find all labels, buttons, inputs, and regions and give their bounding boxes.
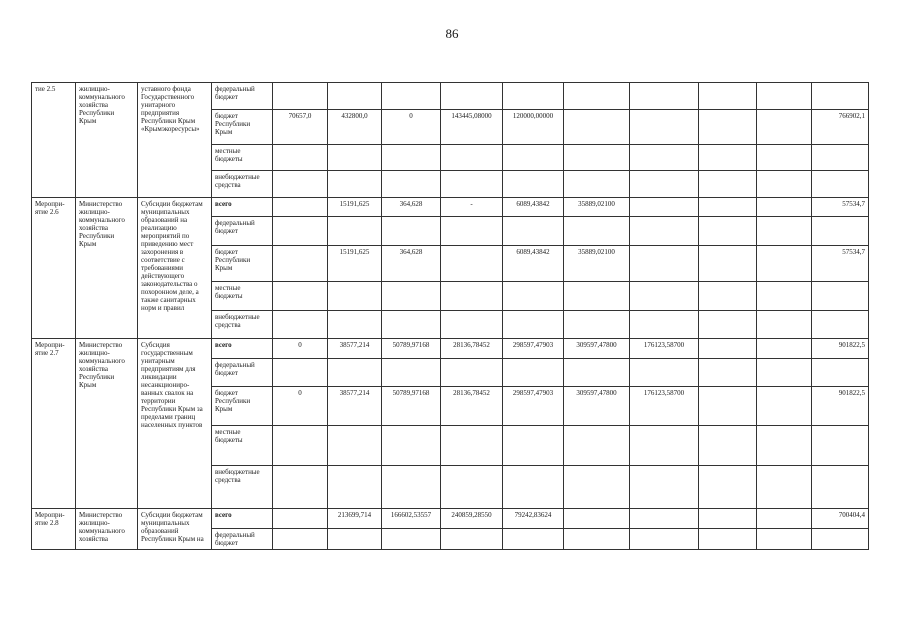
amount-cell (757, 339, 812, 359)
amount-cell: 50789,97168 (382, 387, 441, 426)
amount-cell (630, 426, 699, 466)
measure-number-cell: тие 2.5 (32, 83, 76, 198)
amount-cell (757, 387, 812, 426)
table-row (32, 509, 869, 529)
amount-cell (630, 145, 699, 171)
amount-cell (757, 311, 812, 339)
total-cell (812, 217, 869, 246)
amount-cell (273, 246, 328, 282)
funding-source-label: местные бюджеты (212, 426, 273, 466)
funding-source-label: бюджет Республики Крым (212, 387, 273, 426)
funding-source-label: бюджет Республики Крым (212, 246, 273, 282)
amount-cell (382, 426, 441, 466)
amount-cell (328, 466, 382, 509)
amount-cell: 240859,28550 (441, 509, 503, 529)
amount-cell (564, 83, 630, 110)
amount-cell (630, 246, 699, 282)
amount-cell (630, 466, 699, 509)
amount-cell (699, 217, 757, 246)
amount-cell: 38577,214 (328, 387, 382, 426)
amount-cell (757, 466, 812, 509)
amount-cell: 364,628 (382, 246, 441, 282)
executor-cell: Министерство жилищно- коммунального хозяйства Республики Крым (76, 339, 138, 509)
amount-cell (382, 83, 441, 110)
amount-cell (564, 171, 630, 198)
amount-cell (699, 83, 757, 110)
amount-cell (382, 311, 441, 339)
amount-cell (699, 359, 757, 387)
measure-number-cell: Меропри- ятие 2.8 (32, 509, 76, 550)
amount-cell (564, 529, 630, 550)
total-cell (812, 359, 869, 387)
amount-cell (382, 359, 441, 387)
amount-cell (757, 246, 812, 282)
amount-cell (441, 466, 503, 509)
funding-source-label: федеральный бюджет (212, 359, 273, 387)
amount-cell (699, 282, 757, 311)
amount-cell (757, 83, 812, 110)
amount-cell (273, 529, 328, 550)
amount-cell: 50789,97168 (382, 339, 441, 359)
amount-cell: 15191,625 (328, 246, 382, 282)
total-cell: 57534,7 (812, 198, 869, 217)
amount-cell (503, 83, 564, 110)
amount-cell (382, 217, 441, 246)
amount-cell (699, 110, 757, 145)
amount-cell: 35889,02100 (564, 246, 630, 282)
amount-cell (630, 509, 699, 529)
amount-cell (757, 171, 812, 198)
page-number: 86 (445, 26, 459, 41)
total-cell: 901822,5 (812, 339, 869, 359)
amount-cell (273, 217, 328, 246)
amount-cell: 298597,47903 (503, 387, 564, 426)
amount-cell (699, 339, 757, 359)
table-row (32, 339, 869, 359)
amount-cell (441, 282, 503, 311)
amount-cell (503, 466, 564, 509)
amount-cell: 120000,00000 (503, 110, 564, 145)
amount-cell (273, 145, 328, 171)
executor-cell: Министерство жилищно- коммунального хозяйства Республики Крым (76, 198, 138, 339)
amount-cell (699, 466, 757, 509)
amount-cell (630, 110, 699, 145)
total-cell (812, 311, 869, 339)
amount-cell (503, 359, 564, 387)
executor-cell: Министерство жилищно- коммунального хозяйства (76, 509, 138, 550)
amount-cell (564, 311, 630, 339)
amount-cell: 166602,53557 (382, 509, 441, 529)
amount-cell (503, 426, 564, 466)
amount-cell (564, 110, 630, 145)
amount-cell: 432800,0 (328, 110, 382, 145)
amount-cell (699, 246, 757, 282)
total-cell: 700404,4 (812, 509, 869, 529)
funding-source-label: всего (212, 198, 273, 217)
amount-cell (757, 426, 812, 466)
amount-cell (328, 83, 382, 110)
amount-cell (699, 529, 757, 550)
funding-source-label: местные бюджеты (212, 145, 273, 171)
amount-cell (757, 198, 812, 217)
amount-cell (503, 171, 564, 198)
amount-cell (328, 529, 382, 550)
amount-cell (441, 217, 503, 246)
amount-cell (630, 529, 699, 550)
description-cell: уставного фонда Государственного унитарного предприятия Республики Крым «Крымэкоресурсы» (138, 83, 212, 198)
amount-cell: 79242,83624 (503, 509, 564, 529)
measure-number-cell: Меропри- ятие 2.7 (32, 339, 76, 509)
amount-cell (564, 282, 630, 311)
total-cell (812, 426, 869, 466)
amount-cell (757, 217, 812, 246)
amount-cell (757, 282, 812, 311)
amount-cell (441, 83, 503, 110)
amount-cell: - (441, 198, 503, 217)
funding-source-label: местные бюджеты (212, 282, 273, 311)
amount-cell (757, 145, 812, 171)
funding-table (31, 82, 869, 550)
total-cell: 901822,5 (812, 387, 869, 426)
funding-source-label: всего (212, 509, 273, 529)
amount-cell (441, 311, 503, 339)
amount-cell (441, 529, 503, 550)
amount-cell (382, 171, 441, 198)
amount-cell: 28136,78452 (441, 339, 503, 359)
amount-cell (273, 171, 328, 198)
amount-cell: 70657,0 (273, 110, 328, 145)
amount-cell (564, 145, 630, 171)
amount-cell (503, 311, 564, 339)
amount-cell (273, 359, 328, 387)
amount-cell: 0 (382, 110, 441, 145)
description-cell: Субсидии бюджетам муниципальных образований Республики Крым на (138, 509, 212, 550)
amount-cell: 309597,47800 (564, 387, 630, 426)
amount-cell (564, 509, 630, 529)
amount-cell (328, 282, 382, 311)
measure-number-cell: Меропри- ятие 2.6 (32, 198, 76, 339)
funding-source-label: федеральный бюджет (212, 83, 273, 110)
amount-cell (699, 426, 757, 466)
amount-cell (441, 426, 503, 466)
amount-cell (328, 217, 382, 246)
amount-cell (503, 529, 564, 550)
amount-cell (630, 171, 699, 198)
amount-cell (503, 282, 564, 311)
total-cell (812, 282, 869, 311)
amount-cell: 213699,714 (328, 509, 382, 529)
amount-cell: 0 (273, 339, 328, 359)
amount-cell (630, 198, 699, 217)
amount-cell (757, 359, 812, 387)
amount-cell: 143445,08000 (441, 110, 503, 145)
amount-cell: 309597,47800 (564, 339, 630, 359)
amount-cell (699, 509, 757, 529)
amount-cell (273, 426, 328, 466)
total-cell (812, 171, 869, 198)
amount-cell (630, 217, 699, 246)
funding-source-label: бюджет Республики Крым (212, 110, 273, 145)
amount-cell (382, 466, 441, 509)
description-cell: Субсидии бюджетам муниципальных образований на реализацию мероприятий по приведению мест захоронения в соответствие с требованиями действующего законодательства о похоронном деле, а также санитарных норм и правил (138, 198, 212, 339)
amount-cell: 176123,58700 (630, 387, 699, 426)
amount-cell (630, 83, 699, 110)
total-cell (812, 466, 869, 509)
amount-cell (273, 311, 328, 339)
amount-cell (273, 466, 328, 509)
amount-cell (564, 466, 630, 509)
amount-cell: 38577,214 (328, 339, 382, 359)
amount-cell (757, 509, 812, 529)
amount-cell (273, 282, 328, 311)
amount-cell (273, 509, 328, 529)
total-cell (812, 529, 869, 550)
amount-cell: 6089,43842 (503, 246, 564, 282)
amount-cell: 35889,02100 (564, 198, 630, 217)
table-row (32, 83, 869, 110)
funding-source-label: внебюджетные средства (212, 311, 273, 339)
amount-cell (441, 246, 503, 282)
amount-cell: 364,628 (382, 198, 441, 217)
amount-cell (441, 171, 503, 198)
amount-cell (382, 145, 441, 171)
amount-cell: 28136,78452 (441, 387, 503, 426)
total-cell: 57534,7 (812, 246, 869, 282)
table-row (32, 198, 869, 217)
amount-cell (273, 198, 328, 217)
amount-cell (328, 426, 382, 466)
amount-cell (441, 359, 503, 387)
amount-cell (382, 529, 441, 550)
total-cell (812, 145, 869, 171)
amount-cell (630, 359, 699, 387)
amount-cell (630, 311, 699, 339)
amount-cell: 0 (273, 387, 328, 426)
amount-cell (564, 217, 630, 246)
executor-cell: жилищно- коммунального хозяйства Республики Крым (76, 83, 138, 198)
funding-source-label: федеральный бюджет (212, 217, 273, 246)
amount-cell (564, 359, 630, 387)
total-cell (812, 83, 869, 110)
amount-cell (328, 171, 382, 198)
amount-cell: 298597,47903 (503, 339, 564, 359)
amount-cell (328, 359, 382, 387)
amount-cell (699, 387, 757, 426)
amount-cell (328, 145, 382, 171)
amount-cell (757, 110, 812, 145)
amount-cell: 15191,625 (328, 198, 382, 217)
amount-cell (441, 145, 503, 171)
amount-cell (564, 426, 630, 466)
amount-cell (699, 171, 757, 198)
funding-source-label: всего (212, 339, 273, 359)
amount-cell (699, 198, 757, 217)
amount-cell (757, 529, 812, 550)
amount-cell (630, 282, 699, 311)
amount-cell (699, 145, 757, 171)
funding-source-label: внебюджетные средства (212, 171, 273, 198)
amount-cell: 176123,58700 (630, 339, 699, 359)
funding-source-label: федеральный бюджет (212, 529, 273, 550)
amount-cell (382, 282, 441, 311)
funding-source-label: внебюджетные средства (212, 466, 273, 509)
amount-cell (699, 311, 757, 339)
amount-cell: 6089,43842 (503, 198, 564, 217)
total-cell: 766902,1 (812, 110, 869, 145)
amount-cell (328, 311, 382, 339)
amount-cell (503, 145, 564, 171)
description-cell: Субсидия государственным унитарным предприятиям для ликвидации несанкционирo- ванных свалок на территории Республики Крым за пределами границ населенных пунктов (138, 339, 212, 509)
amount-cell (273, 83, 328, 110)
amount-cell (503, 217, 564, 246)
